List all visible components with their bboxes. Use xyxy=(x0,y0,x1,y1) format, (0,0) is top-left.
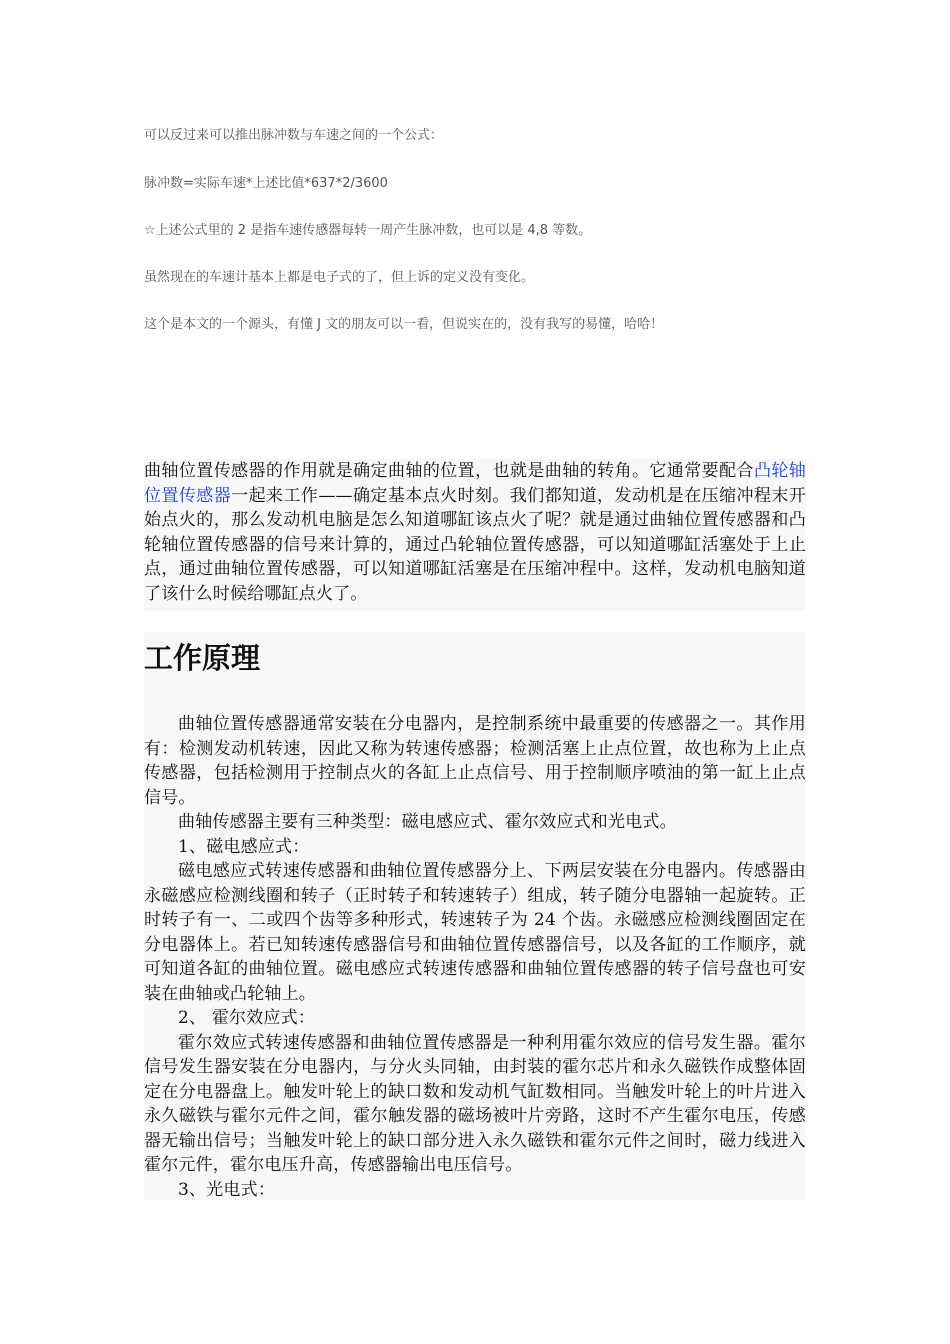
note-speedometer: 虽然现在的车速计基本上都是电子式的了，但上诉的定义没有变化。 xyxy=(144,270,535,285)
paragraph-function: 曲轴位置传感器通常安装在分电器内，是控制系统中最重要的传感器之一。其作用有：检测发动机转速，因此又称为转速传感器；检测活塞上止点位置，故也称为上止点传感器，包括检测用于控制点火的各缸上止点信号、用于控制顺序喷油的第一缸上止点信号。 xyxy=(144,714,806,808)
paragraph-hall: 霍尔效应式转速传感器和曲轴位置传感器是一种利用霍尔效应的信号发生器。霍尔信号发生器安装在分电器内，与分火头同轴，由封装的霍尔芯片和永久磁铁作成整体固定在分电器盘上。触发叶轮上的缺口数和发动机气缸数相同。当触发叶轮上的叶片进入永久磁铁与霍尔元件之间，霍尔触发器的磁场被叶片旁路，这时不产生霍尔电压，传感器无输出信号；当触发叶轮上的缺口部分进入永久磁铁和霍尔元件之间时，磁力线进入霍尔元件，霍尔电压升高，传感器输出电压信号。 xyxy=(144,1032,806,1175)
note-source: 这个是本文的一个源头，有懂 J 文的朋友可以一看，但说实在的，没有我写的易懂，哈哈！ xyxy=(144,317,664,332)
subheading-optical: 3、光电式： xyxy=(178,1179,276,1200)
note-formula-intro: 可以反过来可以推出脉冲数与车速之间的一个公式： xyxy=(144,128,444,143)
subheading-hall: 2、 霍尔效应式： xyxy=(178,1008,316,1028)
intro-text-after: 一起来工作——确定基本点火时刻。我们都知道，发动机是在压缩冲程末开始点火的，那么发动机电脑是怎么知道哪缸该点火了呢？就是通过曲轴位置传感器和凸轮轴位置传感器的信号来计算的，通过凸轮轴位置传感器，可以知道哪缸活塞处于上止点，通过曲轴位置传感器，可以知道哪缸活塞是在压缩冲程中。这样，发动机电脑知道了该什么时候给哪缸点火了。 xyxy=(144,485,806,604)
paragraph-types: 曲轴传感器主要有三种类型：磁电感应式、霍尔效应式和光电式。 xyxy=(178,812,677,832)
paragraph-magnetic: 磁电感应式转速传感器和曲轴位置传感器分上、下两层安装在分电器内。传感器由永磁感应检测线圈和转子（正时转子和转速转子）组成，转子随分电器轴一起旋转。正时转子有一、二或四个齿等多种形式，转速转子为 24 个齿。永磁感应检测线圈固定在分电器体上。若已知转速传感器信号和曲轴位置传感器信号，以及各缸的工作顺序，就可知道各缸的曲轴位置。磁电感应式转速传感器和曲轴位置传感器的转子信号盘也可安装在曲轴或凸轮轴上。 xyxy=(144,861,806,1004)
subheading-magnetic: 1、磁电感应式： xyxy=(178,836,310,857)
intro-paragraph xyxy=(144,459,806,606)
principle-section xyxy=(144,632,806,1200)
note-formula-explanation: ☆上述公式里的 2 是指车速传感器每转一周产生脉冲数，也可以是 4,8 等数。 xyxy=(144,223,592,238)
note-formula: 脉冲数=实际车速*上述比值*637*2/3600 xyxy=(144,176,388,191)
section-heading: 工作原理 xyxy=(144,641,261,675)
camshaft-sensor-link[interactable]: 凸轮轴位置传感器 xyxy=(144,461,806,506)
intro-section xyxy=(144,459,806,611)
intro-text-before: 曲轴位置传感器的作用就是确定曲轴的位置，也就是曲轴的转角。它通常要配合 xyxy=(144,461,754,481)
